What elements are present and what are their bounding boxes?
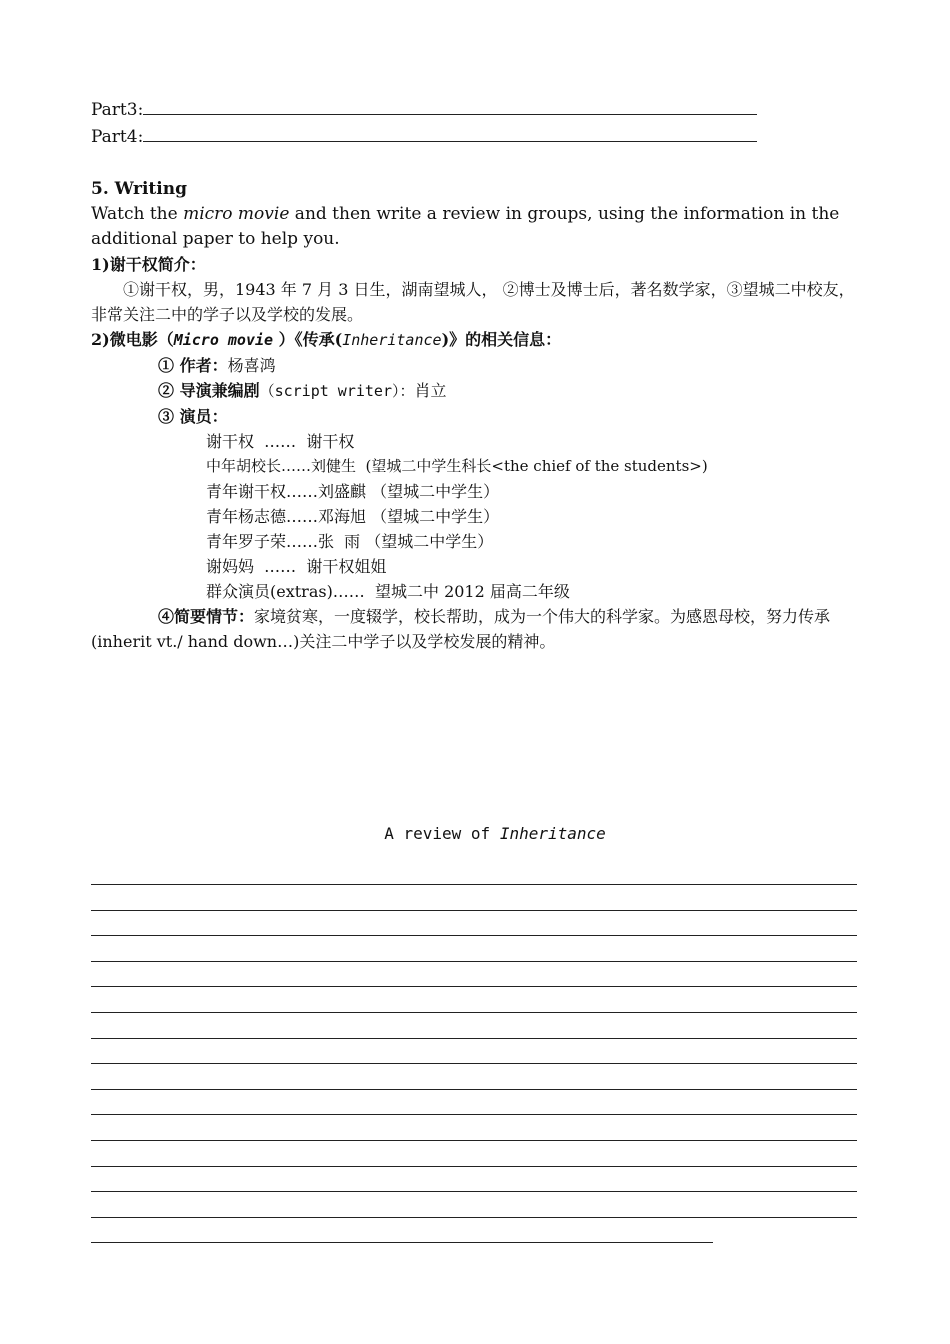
- bio-text: ①谢干权，男，1943 年 7 月 3 日生，湖南望城人， ②博士及博士后，著名数学家，③望城二中校友，非常关注二中的学子以及学校的发展。: [91, 280, 855, 324]
- part3-label: Part3:: [91, 100, 144, 120]
- part4-label: Part4:: [91, 127, 144, 147]
- movie-plot: ④简要情节：家境贫寒，一度辍学，校长帮助，成为一个伟大的科学家。为感恩母校，努力传承(inherit vt./ hand down…)关注二中学子以及学校发展的精神。: [91, 607, 831, 651]
- writing-line[interactable]: [91, 887, 857, 911]
- writing-heading: 5. Writing: [91, 179, 187, 199]
- writing-line[interactable]: [91, 1117, 857, 1141]
- cast-row: 青年谢干权……刘盛麒 （望城二中学生）: [206, 482, 500, 501]
- cast-row: 青年罗子荣……张 雨 （望城二中学生）: [206, 532, 494, 551]
- writing-line[interactable]: [91, 1091, 857, 1115]
- part4-line: [91, 123, 861, 150]
- part3-line: [91, 96, 861, 123]
- cast-row: 谢妈妈 …… 谢干权姐姐: [206, 557, 387, 576]
- part3-blank[interactable]: [143, 96, 757, 115]
- writing-line[interactable]: [91, 963, 857, 987]
- cast-row: 青年杨志德……邓海旭 （望城二中学生）: [206, 507, 500, 526]
- writing-line[interactable]: [91, 1040, 857, 1064]
- cast-row: 中年胡校长……刘健生 (望城二中学生科长<the chief of the students>): [206, 457, 708, 475]
- bio-heading: 1)谢干权简介：: [91, 255, 206, 274]
- writing-line[interactable]: [91, 1066, 857, 1090]
- part4-blank[interactable]: [143, 123, 757, 142]
- writing-line[interactable]: [91, 1168, 857, 1192]
- movie-director: ② 导演兼编剧（script writer）：肖立: [158, 381, 447, 400]
- writing-line[interactable]: [91, 1194, 857, 1218]
- writing-line[interactable]: [91, 1143, 857, 1167]
- movie-heading: 2)微电影（Micro movie ）《传承(Inheritance)》的相关信息：: [91, 330, 562, 349]
- movie-cast-label: ③ 演员：: [158, 407, 228, 426]
- writing-line[interactable]: [91, 861, 857, 885]
- cast-row: 谢干权 …… 谢干权: [206, 432, 355, 451]
- worksheet-page: [91, 96, 861, 843]
- writing-line[interactable]: [91, 912, 857, 936]
- writing-line[interactable]: [91, 938, 857, 962]
- movie-author: ① 作者：杨喜鸿: [158, 356, 276, 375]
- writing-lines[interactable]: [91, 861, 861, 1245]
- writing-line[interactable]: [91, 989, 857, 1013]
- cast-row: 群众演员(extras)…… 望城二中 2012 届高二年级: [206, 582, 570, 601]
- writing-line[interactable]: [91, 1219, 713, 1243]
- review-title: A review of Inheritance: [384, 824, 606, 843]
- writing-line[interactable]: [91, 1015, 857, 1039]
- writing-instructions: Watch the micro movie and then write a review in groups, using the information in the additional paper to help you.: [91, 204, 840, 249]
